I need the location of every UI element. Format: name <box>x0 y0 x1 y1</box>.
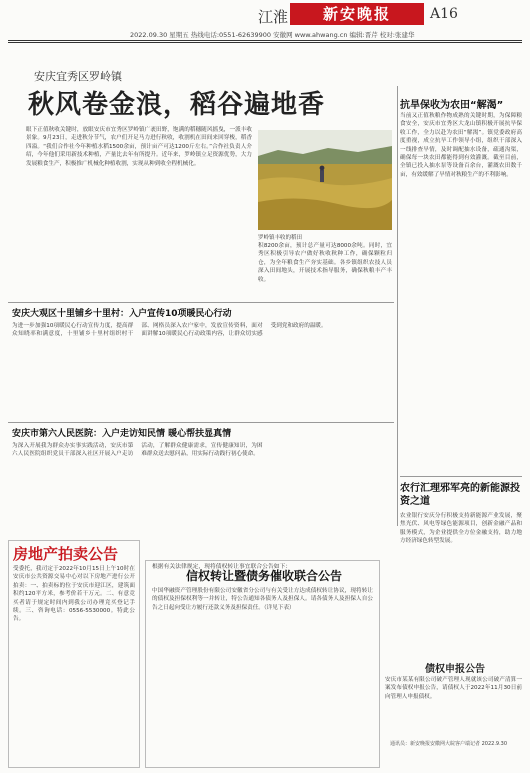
masthead: 新安晚报 <box>290 3 424 25</box>
section-2-body: 为进一步加强10项暖民心行动宣传力度，提高群众知晓率和满意度，十里铺乡十里村组织村干部、网格员深入农户家中，发放宣传资料，面对面讲解10项暖民心行动政策内容，让群众切实感受到党和政府的温暖。 <box>12 323 327 338</box>
header-info: 2022.09.30 星期五 热线电话:0551-62639900 安徽网 www.ahwang.cn 编辑:晋芹 校对:张建华 <box>130 31 415 39</box>
claims-text: 安庆市某某有限公司破产管理人现就该公司破产清算一案发布债权申报公告，请债权人于2022年11月30日前向管理人申报债权。 <box>385 677 522 700</box>
lead-body: 眼下正值秋收关键时，放眼安庆市宜秀区罗岭镇广袤田野，饱满的稻穗随风摇曳，一派丰收景象。9月23日，走进秋分节气，农户们开足马力进行秋收，收割机在田间来回穿梭，稻香四溢。“我们合作社今年种植水稻1500余亩，预计亩产可达1200斤左右。”合作社负责人介绍，今年他们采用新技术种植，产量比去年有所提升。近年来，罗岭镇立足资源优势，大力发展粮食生产，积极推广机械化种植收割，实现从种到收全程机械化。 <box>26 127 252 167</box>
right-headline-1: 抗旱保收为农田“解渴” <box>400 100 504 111</box>
section-divider-2 <box>8 422 394 423</box>
section-divider <box>8 302 394 303</box>
header-rule-2 <box>8 42 522 43</box>
debt-notice-title: 信权转让暨债务催收联合公告 <box>186 569 343 583</box>
debt-notice <box>145 560 380 768</box>
rice-field-illustration <box>258 130 392 230</box>
region-label: 江淮 <box>258 8 289 26</box>
header-rule <box>8 40 522 41</box>
page-footer: 通讯员：新安晚报安徽网大皖客户端记者 2022.9.30 <box>390 741 508 747</box>
auction-title: 房地产拍卖公告 <box>13 545 119 563</box>
right-headline-2: 农行汇理邪军亮的新能源投资之道 <box>400 483 520 507</box>
rice-field-photo <box>258 130 392 230</box>
section-3-body: 为深入开展我为群众办实事实践活动，安庆市第六人民医院组织党员干部深入社区开展入户走访活动，了解群众健康需求，宣传健康知识，为困难群众送去慰问品，用实际行动践行初心使命。 <box>12 443 263 458</box>
auction-notice <box>8 540 140 768</box>
page-number: A16 <box>430 6 458 22</box>
page-header <box>0 0 530 39</box>
right-divider <box>400 476 522 477</box>
claims-title: 债权申报公告 <box>425 664 485 675</box>
right-body-1: 当前又正值秋粮作物成熟的关键时期，为保障粮食安全，安庆市宜秀区大龙山镇积极开展抗旱保收工作，全力以赴为农田“解渴”。镇党委政府高度重视，成立抗旱工作领导小组，组织干部深入一线排查旱情，及时调配抽水设备，疏通沟渠，确保每一块农田都能得到有效灌溉。截至目前，全镇已投入抽水泵等设备百余台，灌溉农田数千亩，有效缓解了旱情对秋粮生产的不利影响。 <box>400 113 522 178</box>
column-divider <box>397 86 398 526</box>
auction-text: 受委托，我司定于2022年10月15日上午10时在安庆市公共资源交易中心对以下房地产进行公开拍卖：一、拍卖标的位于安庆市迎江区，建筑面积约120平方米，参考价若干万元。二、有意竞买者请于规定时间内到我公司办理竞买登记手续。三、咨询电话：0556-5530000。特此公告。 <box>13 566 135 623</box>
photo-caption: 罗岭镇丰收的稻田 <box>258 235 303 241</box>
headline: 秋风卷金浪，稻谷遍地香 <box>28 90 326 120</box>
claims-notice <box>385 660 522 765</box>
debt-notice-sub: 根据有关法律规定，现将债权转让事宜联合公告如下： <box>152 564 292 570</box>
lead-body-continued: 积8200余亩，预计总产量可达8000余吨。同时，宜秀区积极引导农户做好秋收秋种工作，确保颗粒归仓，为全年粮食生产夯实基础。各乡镇组织农技人员深入田间地头，开展技术指导服务，确保秋粮丰产丰收。 <box>258 243 392 283</box>
right-body-2: 农业银行安庆分行积极支持新能源产业发展，聚焦光伏、风电等绿色能源项目，创新金融产品和服务模式，为企业提供全方位金融支持，助力地方经济绿色转型发展。 <box>400 513 522 545</box>
section-2-headline: 安庆大观区十里铺乡十里村：入户宣传10项暖民心行动 <box>12 309 232 319</box>
debt-notice-text: 中国华融资产管理股份有限公司安徽省分公司与有关受让方达成债权转让协议，现将转让的债权及担保权利等一并转让，特公告通知各债务人及担保人。请各债务人及担保人自公告之日起向受让方履行还款义务及担保责任。（详见下表） <box>152 588 373 611</box>
section-3-headline: 安庆市第六人民医院：入户走访知民情 暖心帮扶显真情 <box>12 429 232 439</box>
subheadline: 安庆宜秀区罗岭镇 <box>34 70 122 83</box>
